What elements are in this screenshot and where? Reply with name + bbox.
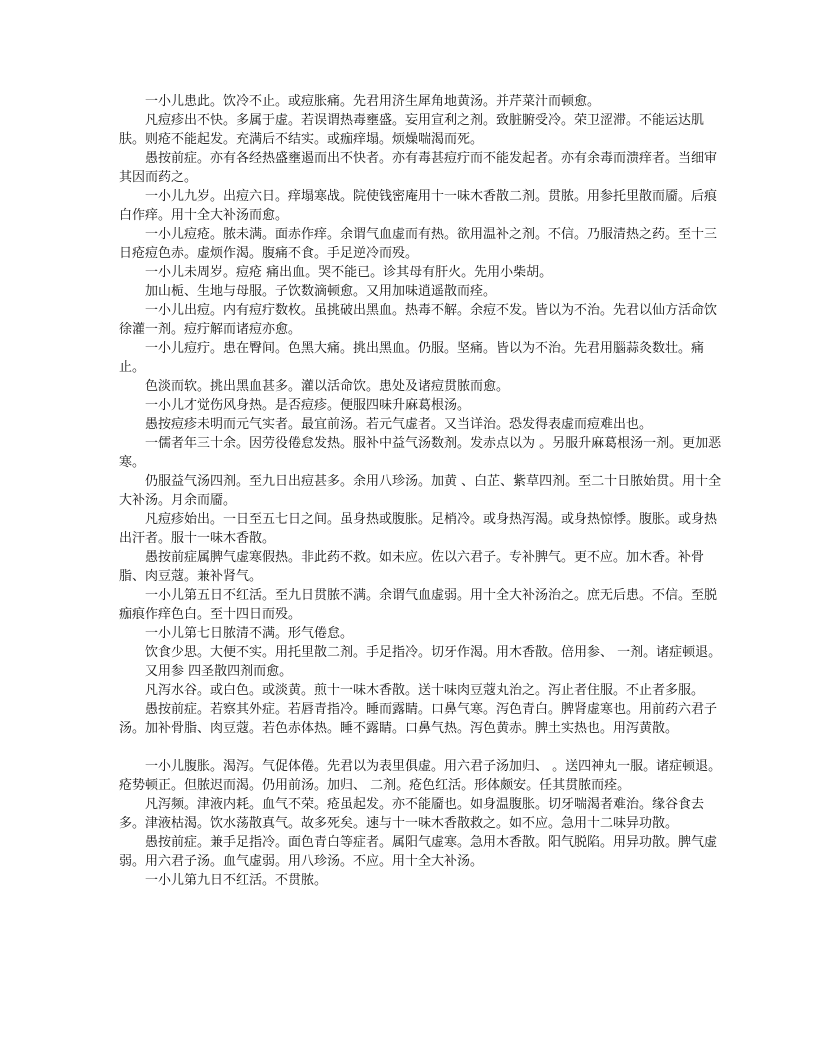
- paragraph: 愚按前症属脾气虚寒假热。非此药不救。如未应。佐以六君子。专补脾气。更不应。加木香。补骨脂、肉豆蔻。兼补肾气。: [119, 550, 705, 584]
- paragraph: 凡痘疹出不快。多属于虚。若误谓热毒壅盛。妄用宣利之剂。致脏腑受冷。荣卫涩滞。不能运达肌肤。则疮不能起发。充满后不结实。或痂痒塌。烦燥喘渴而死。: [119, 113, 705, 147]
- paragraph: 一小儿腹胀。渴泻。气促体倦。先君以为表里俱虚。用六君子汤加归、 。送四神丸一服。诸症顿退。疮势顿正。但脓迟而渴。仍用前汤。加归、 二剂。疮色红活。形体颇安。任其贯脓而痊。: [119, 759, 722, 793]
- paragraph: 一小儿第九日不红活。不贯脓。: [145, 873, 328, 888]
- blank-line: [119, 738, 722, 757]
- paragraph: 凡泻频。津液内耗。血气不荣。疮虽起发。亦不能靥也。如身温腹胀。切牙喘渴者难治。缘谷食去多。津液枯渴。饮水荡散真气。故多死矣。速与十一味木香散救之。如不应。急用十二味异功散。: [119, 797, 705, 831]
- paragraph: 凡泻水谷。或白色。或淡黄。煎十一味木香散。送十味肉豆蔻丸治之。泻止者住服。不止者多服。: [145, 683, 705, 698]
- paragraph: 一小儿第五日不红活。至九日贯脓不满。余谓气血虚弱。用十全大补汤治之。庶无后患。不信。至脱痂痕作痒色白。至十四日而殁。: [119, 588, 718, 622]
- paragraph: 一小儿痘疔。患在臀间。色黑大痛。挑出黑血。仍服。坚痛。皆以为不治。先君用腦蒜灸数壮。痛止。: [119, 341, 705, 375]
- paragraph: 愚按痘疹未明而元气实者。最宜前汤。若元气虚者。又当详治。恐发得表虚而痘难出也。: [145, 417, 653, 432]
- paragraph: 加山栀、生地与母服。子饮数滴顿愈。又用加味逍遥散而痊。: [145, 284, 497, 299]
- paragraph: 又用参 四圣散四剂而愈。: [145, 664, 293, 679]
- paragraph: 愚按前症。兼手足指冷。面色青白等症者。属阳气虚寒。急用木香散。阳气脱陷。用异功散。脾气虚弱。用六君子汤。血气虚弱。用八珍汤。不应。用十全大补汤。: [119, 835, 718, 869]
- paragraph: 一儒者年三十余。因劳役倦怠发热。服补中益气汤数剂。发赤点以为 。另服升麻葛根汤一剂。更加恶寒。: [119, 436, 722, 470]
- paragraph: 色淡而软。挑出黑血甚多。灌以活命饮。患处及诸痘贯脓而愈。: [145, 379, 510, 394]
- paragraph: 一小儿九岁。出痘六日。痒塌寒战。院使钱密庵用十一味木香散二剂。贯脓。用参托里散而靥。后痕白作痒。用十全大补汤而愈。: [119, 189, 718, 223]
- paragraph: 凡痘疹始出。一日至五七日之间。虽身热或腹胀。足梢冷。或身热泻渴。或身热惊悸。腹胀。或身热出汗者。服十一味木香散。: [119, 512, 718, 546]
- paragraph: 一小儿出痘。内有痘疔数枚。虽挑破出黑血。热毒不解。余痘不发。皆以为不治。先君以仙方活命饮徐灌一剂。痘疔解而诸痘亦愈。: [119, 303, 718, 337]
- paragraph: 愚按前症。若察其外症。若唇青指冷。睡而露睛。口鼻气寒。泻色青白。脾肾虚寒也。用前药六君子汤。加补骨脂、肉豆蔻。若色赤体热。睡不露睛。口鼻气热。泻色黄赤。脾土实热也。用泻黄散。: [119, 702, 718, 736]
- paragraph: 饮食少思。大便不实。用托里散二剂。手足指冷。切牙作渴。用木香散。倍用参、 一剂。诸症顿退。: [145, 645, 722, 660]
- paragraph: 一小儿未周岁。痘疮 痛出血。哭不能已。诊其母有肝火。先用小柴胡。: [145, 265, 553, 280]
- paragraph: 一小儿第七日脓清不满。形气倦怠。: [145, 626, 354, 641]
- paragraph: 仍服益气汤四剂。至九日出痘甚多。余用八珍汤。加黄 、白芷、紫草四剂。至二十日脓始贯。用十全大补汤。月余而靥。: [119, 474, 722, 508]
- paragraph: 一小儿才觉伤风身热。是否痘疹。便服四味升麻葛根汤。: [145, 398, 471, 413]
- paragraph: 一小儿痘疮。脓未满。面赤作痒。余谓气血虚而有热。欲用温补之剂。不信。乃服清热之药。至十三日疮痘色赤。虚烦作渴。腹痛不食。手足逆冷而殁。: [119, 227, 718, 261]
- paragraph: 一小儿患此。饮冷不止。或痘胀痛。先君用济生犀角地黄汤。并芹菜汁而顿愈。: [145, 94, 601, 109]
- paragraph: 愚按前症。亦有各经热盛壅遏而出不快者。亦有毒甚痘疔而不能发起者。亦有余毒而溃痒者。当细审其因而药之。: [119, 151, 718, 185]
